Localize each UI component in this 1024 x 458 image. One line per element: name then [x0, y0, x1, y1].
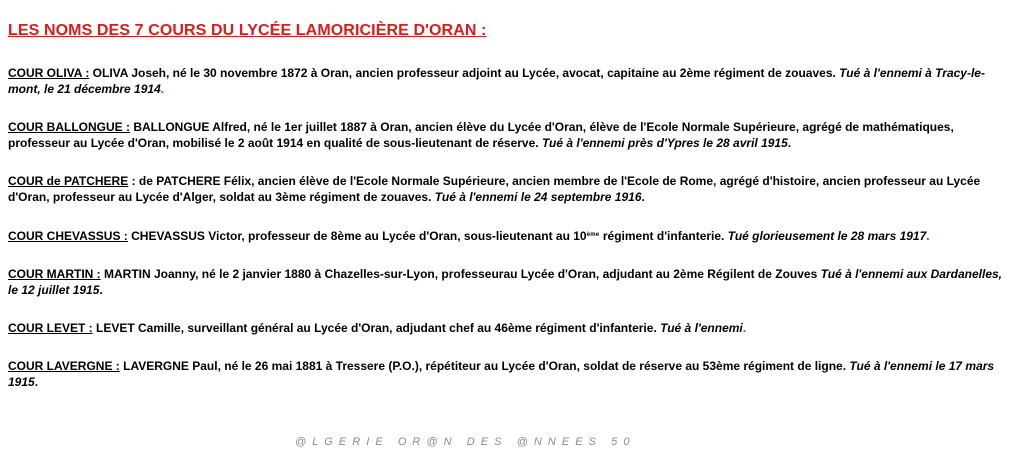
entry-martin	[8, 266, 1008, 298]
entry-name: COUR de PATCHERE	[8, 174, 129, 188]
entry-death: Tué à l'ennemi aux Dardanelles, le 12 juillet 1915	[8, 267, 1002, 297]
entry-end: .	[926, 229, 930, 243]
entry-bio: MARTIN Joanny, né le 2 janvier 1880 à Chazelles-sur-Lyon, professeurau Lycée d'Oran, adjudant au 2ème Régilent de Zouves	[100, 267, 821, 281]
entry-death: Tué à l'ennemi le 17 mars 1915	[8, 359, 995, 389]
page-title: LES NOMS DES 7 COURS DU LYCÉE LAMORICIÈRE D'ORAN :	[8, 22, 487, 39]
entry-ballongue	[8, 119, 1008, 151]
entry-death: Tué à l'ennemi	[660, 321, 743, 335]
entry-end: .	[787, 136, 792, 150]
entry-name: COUR OLIVA :	[8, 66, 90, 80]
entry-bio: : de PATCHERE Félix, ancien élève de l'Ecole Normale Supérieure, ancien membre de l'Ecole de Rome, agrégé d'histoire, ancien professeur au Lycée d'Oran, professeur au Lycée d'Alger, soldat au 3ème régiment de zouaves.	[8, 174, 981, 204]
entry-bio: OLIVA Joseh, né le 30 novembre 1872 à Oran, ancien professeur adjoint au Lycée, avocat, capitaine au 2ème régiment de zouaves.	[89, 66, 840, 80]
entry-name: COUR CHEVASSUS :	[8, 229, 128, 243]
entry-end: .	[160, 82, 165, 96]
entry-death: Tué à l'ennemi le 24 septembre 1916	[434, 190, 642, 204]
entry-bio-cont: régiment d'infanterie.	[599, 229, 728, 243]
entry-bio: LAVERGNE Paul, né le 26 mai 1881 à Tressere (P.O.), répétiteur au Lycée d'Oran, soldat de réserve au 53ème régiment de ligne.	[119, 359, 850, 373]
entry-levet	[8, 320, 1008, 336]
entry-death: Tué glorieusement le 28 mars 1917	[727, 229, 927, 243]
document-page	[8, 22, 1008, 412]
entry-death: Tué à l'ennemi près d'Ypres le 28 avril 1915	[541, 136, 788, 150]
entry-name: COUR MARTIN :	[8, 267, 101, 281]
entry-name: COUR LEVET :	[8, 321, 93, 335]
entry-patchere	[8, 173, 1008, 205]
entry-lavergne	[8, 358, 1008, 390]
entry-end: .	[641, 190, 645, 204]
entry-name: COUR BALLONGUE :	[8, 120, 130, 134]
entry-bio: CHEVASSUS Victor, professeur de 8ème au Lycée d'Oran, sous-lieutenant au 10	[127, 229, 587, 243]
entry-end: .	[99, 283, 103, 297]
entry-ordinal-superscript: ème	[586, 232, 600, 238]
entry-bio: LEVET Camille, surveillant général au Lycée d'Oran, adjudant chef au 46ème régiment d'infanterie.	[92, 321, 661, 335]
entry-name: COUR LAVERGNE :	[8, 359, 120, 373]
entry-bio: BALLONGUE Alfred, né le 1er juillet 1887 à Oran, ancien élève du Lycée d'Oran, élève de l'Ecole Normale Supérieure, agrégé de mathématiques, professeur au Lycée d'Oran, mobilisé le 2 août 1914 en qualité de sous-lieutenant de réserve.	[8, 120, 954, 150]
entry-end: .	[34, 375, 39, 389]
entry-end: .	[742, 321, 747, 335]
entry-oliva	[8, 65, 1008, 97]
watermark-text: @ L G E R I E O R @ N D E S @ N N E E S 5 0	[295, 436, 631, 448]
entry-death: Tué à l'ennemi à Tracy-le-mont, le 21 décembre 1914	[8, 66, 985, 96]
entry-chevassus	[8, 227, 1008, 244]
